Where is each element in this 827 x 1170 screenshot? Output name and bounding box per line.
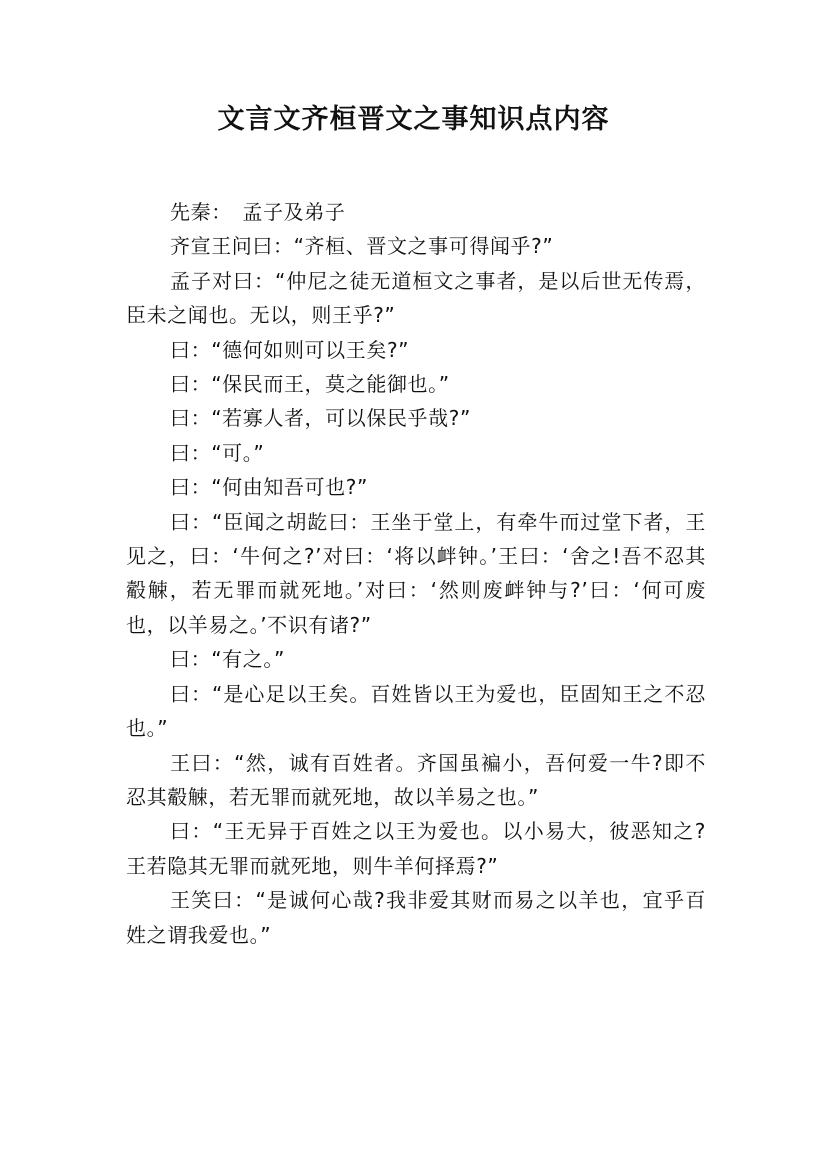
- paragraph: 曰：“保民而王，莫之能御也。”: [170, 372, 450, 397]
- paragraph: 曰：“臣闻之胡龁曰：王坐于堂上，有牵牛而过堂下者，王见之，曰：‘牛何之?’对曰：‘将以衅钟。’王曰：‘舍之!吾不忍其觳觫，若无罪而就死地。’对曰：‘然则废衅钟与?’曰：‘何可废也，以羊易之。’不识有诸?”: [126, 509, 706, 637]
- paragraph: 曰：“王无异于百姓之以王为爱也。以小易大，彼恶知之?王若隐其无罪而就死地，则牛羊何择焉?”: [126, 819, 706, 878]
- paragraph: 齐宣王问曰：“齐桓、晋文之事可得闻乎?”: [170, 234, 554, 259]
- paragraph: 曰：“德何如则可以王矣?”: [170, 337, 410, 362]
- paragraph: 曰：“有之。”: [170, 647, 285, 672]
- paragraph-author: 先秦： 孟子及弟子: [170, 200, 346, 224]
- paragraph: 孟子对曰：“仲尼之徒无道桓文之事者，是以后世无传焉，臣未之闻也。无以，则王乎?”: [126, 268, 706, 328]
- paragraph: 曰：“可。”: [170, 440, 265, 465]
- paragraph: 曰：“何由知吾可也?”: [170, 475, 368, 500]
- paragraph: 曰：“是心足以王矣。百姓皆以王为爱也，臣固知王之不忍也。”: [126, 681, 706, 741]
- document-body: [126, 195, 706, 952]
- paragraph: 王笑曰：“是诚何心哉?我非爱其财而易之以羊也，宜乎百姓之谓我爱也。”: [126, 888, 706, 947]
- document-title: 文言文齐桓晋文之事知识点内容: [217, 104, 610, 135]
- paragraph: 王曰：“然，诚有百姓者。齐国虽褊小，吾何爱一牛?即不忍其觳觫，若无罪而就死地，故以羊易之也。”: [126, 750, 706, 809]
- paragraph: 曰：“若寡人者，可以保民乎哉?”: [170, 406, 471, 431]
